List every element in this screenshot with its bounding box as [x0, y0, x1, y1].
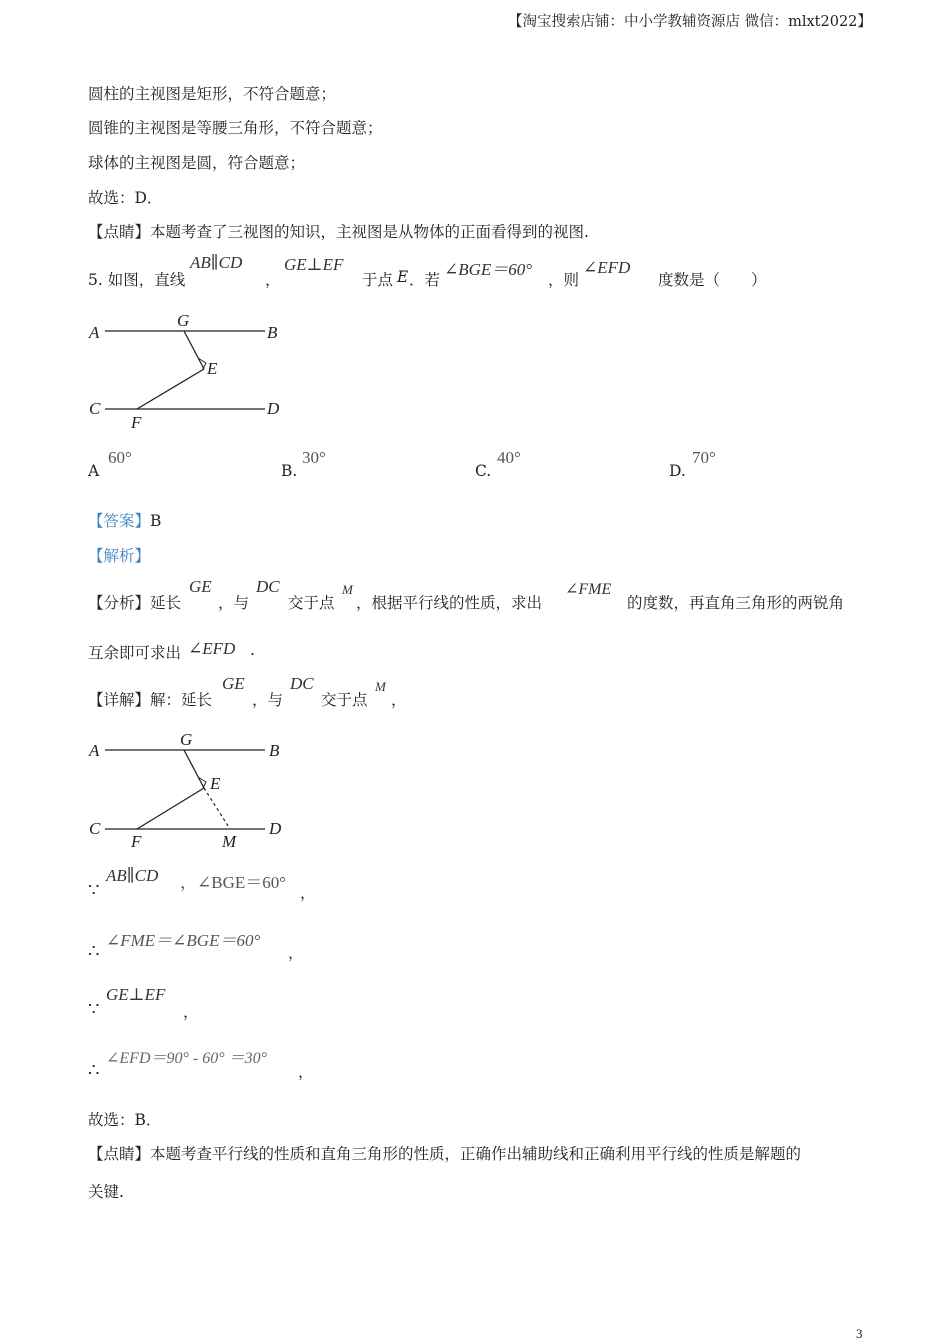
step-1-symbol: ∵ [88, 880, 100, 901]
text-line-5: 【点睛】本题考查了三视图的知识，主视图是从物体的正面看得到的视图. [88, 223, 589, 241]
math-ge-2: GE [222, 674, 245, 693]
math-ab-parallel-cd: AB∥CD [190, 253, 243, 272]
step-4-end: ， [298, 1063, 314, 1081]
label-e: E [207, 359, 218, 378]
math-m-1: M [342, 582, 353, 597]
question-prefix: 5. 如图，直线 [88, 271, 186, 289]
analysis-tag: 【解析】 [88, 547, 151, 565]
option-d-label: D. [669, 462, 686, 480]
fenxi-text-2: 交于点 [288, 594, 335, 612]
step-2-expr: ∠FME＝∠BGE＝60° [106, 931, 261, 950]
answer-tag: 【答案】 [88, 512, 151, 530]
geometry-figure-2 [80, 725, 300, 855]
page-number: 3 [856, 1326, 863, 1341]
fenxi-text-6: . [250, 641, 255, 659]
text-line-2: 圆锥的主视图是等腰三角形，不符合题意； [88, 119, 383, 137]
option-a-label: A [88, 462, 100, 480]
option-d-value: 70° [692, 448, 716, 467]
step-3-expr: GE⊥EF [106, 985, 166, 1004]
label-f-2: F [131, 832, 142, 851]
fenxi-text-3: ，根据平行线的性质，求出 [356, 594, 543, 612]
math-angle-efd-2: ∠EFD [188, 639, 236, 658]
segment-ef [137, 369, 204, 409]
step-4-expr: ∠EFD＝90° - 60° ＝30° [106, 1050, 268, 1067]
dianjing-line-1: 【点睛】本题考查平行线的性质和直角三角形的性质，正确作出辅助线和正确利用平行线的性质是解题的 [88, 1145, 802, 1163]
detail-text-1: ，与 [252, 691, 284, 709]
text-line-3: 球体的主视图是圆，符合题意； [88, 154, 306, 172]
label-e-2: E [210, 774, 221, 793]
dianjing-line-2: 关键. [88, 1183, 124, 1201]
text-line-4: 故选：D． [88, 189, 163, 207]
geometry-figure-1 [80, 305, 300, 435]
label-g: G [177, 311, 190, 330]
fenxi-text-5: 互余即可求出 [88, 644, 182, 662]
question-text-2: 于点 [362, 271, 394, 289]
math-ge-1: GE [189, 577, 212, 596]
question-text-3: ．若 [409, 271, 441, 289]
segment-ef-2 [137, 788, 204, 829]
fenxi-text-1: ，与 [218, 594, 250, 612]
option-c-value: 40° [497, 448, 521, 467]
step-4-symbol: ∴ [88, 1060, 100, 1081]
step-2-end: ， [288, 944, 304, 962]
step-2-symbol: ∴ [88, 941, 100, 962]
segment-ge-2 [184, 750, 204, 788]
final-answer: 故选：B． [88, 1111, 162, 1129]
step-1-end: ， [300, 884, 316, 902]
answer-value: B [150, 512, 162, 530]
option-c-label: C. [475, 462, 492, 480]
label-d-2: D [269, 819, 282, 838]
label-f: F [131, 413, 142, 432]
step-3-symbol: ∵ [88, 999, 100, 1020]
math-m-2: M [375, 679, 386, 694]
label-c-2: C [89, 819, 101, 838]
label-d: D [267, 399, 280, 418]
math-ge-perp-ef: GE⊥EF [284, 255, 344, 274]
detail-text-2: 交于点 [321, 691, 368, 709]
math-angle-fme: ∠FME [565, 581, 612, 598]
math-angle-efd: ∠EFD [583, 258, 631, 277]
question-text-4: ，则 [548, 271, 580, 289]
math-angle-bge: ∠BGE＝60° [444, 260, 533, 279]
option-b-label: B. [281, 462, 298, 480]
label-g-2: G [180, 730, 193, 749]
option-b-value: 30° [302, 448, 326, 467]
detail-tag: 【详解】解：延长 [88, 691, 213, 709]
label-m-2: M [222, 832, 237, 851]
fenxi-text-4: 的度数，再直角三角形的两锐角 [627, 594, 845, 612]
label-b-2: B [269, 741, 280, 760]
math-dc-1: DC [256, 577, 280, 596]
option-a-value: 60° [108, 448, 132, 467]
label-b: B [267, 323, 278, 342]
step-3-end: ， [183, 1003, 199, 1021]
step-1-expr: AB∥CD [106, 866, 159, 885]
label-a: A [89, 323, 100, 342]
label-a-2: A [89, 741, 100, 760]
segment-ge [184, 331, 204, 369]
question-text-5: 度数是（ ） [658, 271, 767, 289]
page-header: 【淘宝搜索店铺：中小学教辅资源店 微信：mlxt2022】 [508, 14, 872, 30]
question-point-e: E [397, 268, 409, 286]
fenxi-tag: 【分析】延长 [88, 594, 182, 612]
answer-line [88, 509, 161, 531]
math-dc-2: DC [290, 674, 314, 693]
detail-text-3: ， [391, 691, 407, 709]
segment-em-dashed [204, 788, 230, 829]
question-sep: ， [265, 271, 281, 289]
step-1-rest: ，∠BGE＝60° [180, 873, 287, 892]
label-c: C [89, 399, 101, 418]
text-line-1: 圆柱的主视图是矩形，不符合题意； [88, 85, 337, 103]
